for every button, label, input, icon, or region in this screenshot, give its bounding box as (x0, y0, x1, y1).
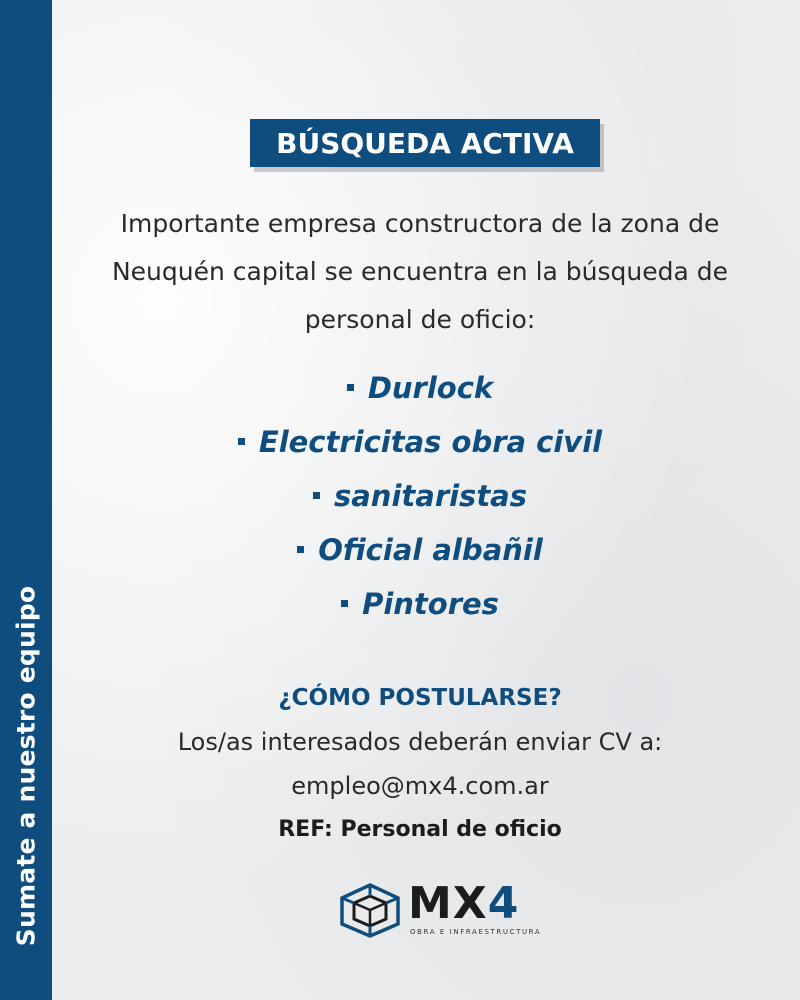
job-label: Durlock (367, 371, 494, 405)
job-label: sanitaristas (333, 479, 528, 513)
job-item (90, 579, 750, 633)
logo-wordmark-4: 4 (487, 878, 520, 929)
logo-wordmark-mx: MX (408, 878, 488, 929)
job-item (90, 525, 750, 579)
job-label: Oficial albañil (318, 533, 543, 567)
logo-wordmark (408, 880, 519, 928)
logo-tagline: OBRA E INFRAESTRUCTURA (410, 928, 542, 936)
company-logo (338, 878, 542, 942)
job-list (90, 363, 750, 633)
intro-line: personal de oficio: (304, 305, 536, 334)
page-title: BÚSQUEDA ACTIVA (276, 126, 574, 160)
apply-instruction: Los/as interesados deberán enviar CV a: (177, 728, 663, 756)
contact-email[interactable]: empleo@mx4.com.ar (291, 772, 549, 800)
intro-paragraph (90, 200, 750, 344)
job-item (90, 471, 750, 525)
how-to-apply-heading: ¿CÓMO POSTULARSE? (278, 685, 562, 711)
title-badge (250, 119, 600, 167)
cube-icon (338, 882, 402, 938)
intro-line: Importante empresa constructora de la zona de (120, 209, 720, 238)
bullet-icon (341, 600, 348, 607)
job-label: Electricitas obra civil (258, 425, 603, 459)
bullet-icon (313, 492, 320, 499)
bullet-icon (347, 384, 354, 391)
bullet-icon (238, 438, 245, 445)
job-item (90, 363, 750, 417)
how-to-apply-section (90, 676, 750, 852)
side-banner-text: Sumate a nuestro equipo (11, 585, 41, 947)
job-label: Pintores (362, 587, 499, 621)
job-item (90, 417, 750, 471)
reference-text: REF: Personal de oficio (278, 817, 562, 842)
bullet-icon (297, 546, 304, 553)
side-banner (0, 0, 52, 1000)
intro-line: Neuquén capital se encuentra en la búsqueda de (111, 257, 729, 286)
